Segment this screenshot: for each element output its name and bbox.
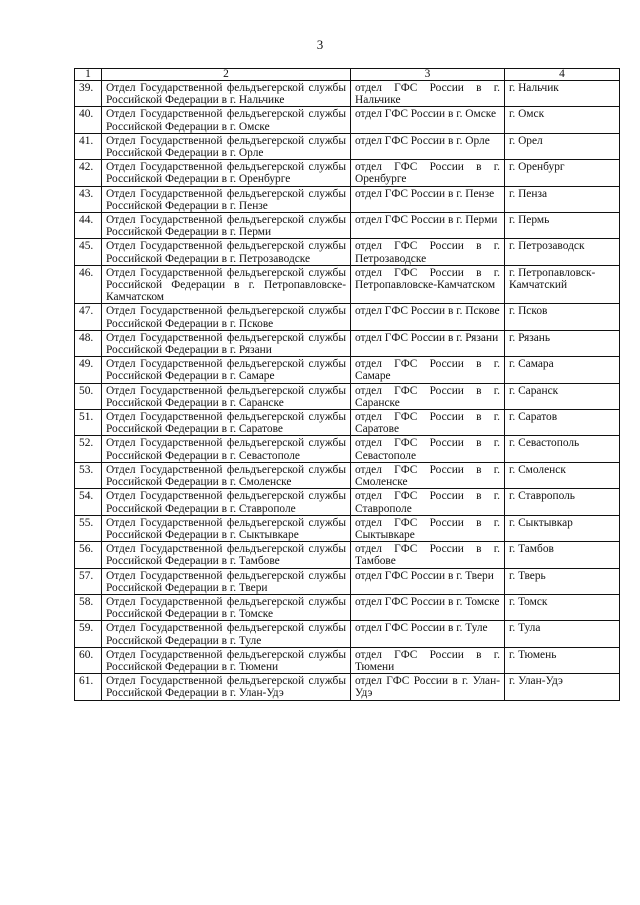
short-name: отдел ГФС России в г. Тюмени bbox=[351, 647, 505, 673]
row-number: 57. bbox=[75, 568, 102, 594]
row-number: 60. bbox=[75, 647, 102, 673]
department-name: Отдел Государственной фельдъегерской службы Российской Федерации в г. Смоленске bbox=[102, 462, 351, 488]
department-name: Отдел Государственной фельдъегерской службы Российской Федерации в г. Туле bbox=[102, 621, 351, 647]
table-row bbox=[75, 647, 620, 673]
departments-table bbox=[74, 68, 620, 701]
department-name: Отдел Государственной фельдъегерской службы Российской Федерации в г. Самаре bbox=[102, 357, 351, 383]
department-name: Отдел Государственной фельдъегерской службы Российской Федерации в г. Омске bbox=[102, 107, 351, 133]
table-row bbox=[75, 81, 620, 107]
city-name: г. Самара bbox=[505, 357, 620, 383]
row-number: 56. bbox=[75, 542, 102, 568]
table-row bbox=[75, 160, 620, 186]
department-name: Отдел Государственной фельдъегерской службы Российской Федерации в г. Нальчике bbox=[102, 81, 351, 107]
row-number: 41. bbox=[75, 133, 102, 159]
column-header-1: 1 bbox=[75, 69, 102, 81]
table-row bbox=[75, 410, 620, 436]
city-name: г. Псков bbox=[505, 304, 620, 330]
short-name: отдел ГФС России в г. Пскове bbox=[351, 304, 505, 330]
city-name: г. Тюмень bbox=[505, 647, 620, 673]
row-number: 39. bbox=[75, 81, 102, 107]
city-name: г. Томск bbox=[505, 594, 620, 620]
table-row bbox=[75, 186, 620, 212]
short-name: отдел ГФС России в г. Самаре bbox=[351, 357, 505, 383]
department-name: Отдел Государственной фельдъегерской службы Российской Федерации в г. Петропавловске- Камчатском bbox=[102, 265, 351, 304]
short-name: отдел ГФС России в г. Севастополе bbox=[351, 436, 505, 462]
short-name: отдел ГФС России в г. Орле bbox=[351, 133, 505, 159]
city-name: г. Пермь bbox=[505, 213, 620, 239]
table-row bbox=[75, 133, 620, 159]
row-number: 45. bbox=[75, 239, 102, 265]
column-header-2: 2 bbox=[102, 69, 351, 81]
department-name: Отдел Государственной фельдъегерской службы Российской Федерации в г. Сыктывкаре bbox=[102, 515, 351, 541]
department-name: Отдел Государственной фельдъегерской службы Российской Федерации в г. Ставрополе bbox=[102, 489, 351, 515]
department-name: Отдел Государственной фельдъегерской службы Российской Федерации в г. Перми bbox=[102, 213, 351, 239]
short-name: отдел ГФС России в г. Перми bbox=[351, 213, 505, 239]
city-name: г. Омск bbox=[505, 107, 620, 133]
row-number: 52. bbox=[75, 436, 102, 462]
row-number: 54. bbox=[75, 489, 102, 515]
short-name: отдел ГФС России в г. Оренбурге bbox=[351, 160, 505, 186]
row-number: 61. bbox=[75, 674, 102, 700]
row-number: 55. bbox=[75, 515, 102, 541]
department-name: Отдел Государственной фельдъегерской службы Российской Федерации в г. Саранске bbox=[102, 383, 351, 409]
department-name: Отдел Государственной фельдъегерской службы Российской Федерации в г. Улан-Удэ bbox=[102, 674, 351, 700]
city-name: г. Тула bbox=[505, 621, 620, 647]
department-name: Отдел Государственной фельдъегерской службы Российской Федерации в г. Саратове bbox=[102, 410, 351, 436]
page-number: 3 bbox=[316, 37, 324, 52]
city-name: г. Петрозаводск bbox=[505, 239, 620, 265]
table-row bbox=[75, 621, 620, 647]
column-header-3: 3 bbox=[351, 69, 505, 81]
city-name: г. Смоленск bbox=[505, 462, 620, 488]
city-name: г. Орел bbox=[505, 133, 620, 159]
table-row bbox=[75, 383, 620, 409]
short-name: отдел ГФС России в г. Туле bbox=[351, 621, 505, 647]
short-name: отдел ГФС России в г. Сыктывкаре bbox=[351, 515, 505, 541]
table-row bbox=[75, 304, 620, 330]
short-name: отдел ГФС России в г. Ставрополе bbox=[351, 489, 505, 515]
short-name: отдел ГФС России в г. Твери bbox=[351, 568, 505, 594]
header-row bbox=[75, 69, 620, 81]
short-name: отдел ГФС России в г. Томске bbox=[351, 594, 505, 620]
table-row bbox=[75, 515, 620, 541]
department-name: Отдел Государственной фельдъегерской службы Российской Федерации в г. Оренбурге bbox=[102, 160, 351, 186]
short-name: отдел ГФС России в г. Саранске bbox=[351, 383, 505, 409]
table-row bbox=[75, 462, 620, 488]
table-row bbox=[75, 489, 620, 515]
city-name: г. Севастополь bbox=[505, 436, 620, 462]
column-header-4: 4 bbox=[505, 69, 620, 81]
department-name: Отдел Государственной фельдъегерской службы Российской Федерации в г. Тюмени bbox=[102, 647, 351, 673]
short-name: отдел ГФС России в г. Омске bbox=[351, 107, 505, 133]
row-number: 47. bbox=[75, 304, 102, 330]
short-name: отдел ГФС России в г. Петрозаводске bbox=[351, 239, 505, 265]
short-name: отдел ГФС России в г. Нальчике bbox=[351, 81, 505, 107]
department-name: Отдел Государственной фельдъегерской службы Российской Федерации в г. Пензе bbox=[102, 186, 351, 212]
short-name: отдел ГФС России в г. Улан-Удэ bbox=[351, 674, 505, 700]
department-name: Отдел Государственной фельдъегерской службы Российской Федерации в г. Рязани bbox=[102, 330, 351, 356]
city-name: г. Сыктывкар bbox=[505, 515, 620, 541]
table-row bbox=[75, 568, 620, 594]
city-name: г. Петропавловск-Камчатский bbox=[505, 265, 620, 304]
department-name: Отдел Государственной фельдъегерской службы Российской Федерации в г. Петрозаводске bbox=[102, 239, 351, 265]
city-name: г. Нальчик bbox=[505, 81, 620, 107]
city-name: г. Тверь bbox=[505, 568, 620, 594]
row-number: 48. bbox=[75, 330, 102, 356]
city-name: г. Саратов bbox=[505, 410, 620, 436]
table-body bbox=[75, 81, 620, 701]
table-row bbox=[75, 239, 620, 265]
table-row bbox=[75, 265, 620, 304]
row-number: 59. bbox=[75, 621, 102, 647]
city-name: г. Улан-Удэ bbox=[505, 674, 620, 700]
department-name: Отдел Государственной фельдъегерской службы Российской Федерации в г. Томске bbox=[102, 594, 351, 620]
short-name: отдел ГФС России в г. Смоленске bbox=[351, 462, 505, 488]
table-row bbox=[75, 436, 620, 462]
short-name: отдел ГФС России в г. Рязани bbox=[351, 330, 505, 356]
table-row bbox=[75, 213, 620, 239]
row-number: 51. bbox=[75, 410, 102, 436]
row-number: 42. bbox=[75, 160, 102, 186]
table-row bbox=[75, 330, 620, 356]
row-number: 43. bbox=[75, 186, 102, 212]
row-number: 40. bbox=[75, 107, 102, 133]
city-name: г. Оренбург bbox=[505, 160, 620, 186]
row-number: 44. bbox=[75, 213, 102, 239]
city-name: г. Пенза bbox=[505, 186, 620, 212]
short-name: отдел ГФС России в г. Саратове bbox=[351, 410, 505, 436]
city-name: г. Тамбов bbox=[505, 542, 620, 568]
department-name: Отдел Государственной фельдъегерской службы Российской Федерации в г. Тамбове bbox=[102, 542, 351, 568]
row-number: 50. bbox=[75, 383, 102, 409]
table-row bbox=[75, 674, 620, 700]
short-name: отдел ГФС России в г. Пензе bbox=[351, 186, 505, 212]
table-row bbox=[75, 594, 620, 620]
table-row bbox=[75, 357, 620, 383]
table-header bbox=[75, 69, 620, 81]
department-name: Отдел Государственной фельдъегерской службы Российской Федерации в г. Твери bbox=[102, 568, 351, 594]
city-name: г. Ставрополь bbox=[505, 489, 620, 515]
row-number: 58. bbox=[75, 594, 102, 620]
department-name: Отдел Государственной фельдъегерской службы Российской Федерации в г. Севастополе bbox=[102, 436, 351, 462]
department-name: Отдел Государственной фельдъегерской службы Российской Федерации в г. Пскове bbox=[102, 304, 351, 330]
short-name: отдел ГФС России в г. Тамбове bbox=[351, 542, 505, 568]
table-row bbox=[75, 107, 620, 133]
row-number: 49. bbox=[75, 357, 102, 383]
row-number: 46. bbox=[75, 265, 102, 304]
short-name: отдел ГФС России в г. Петропавловске-Камчатском bbox=[351, 265, 505, 304]
city-name: г. Саранск bbox=[505, 383, 620, 409]
department-name: Отдел Государственной фельдъегерской службы Российской Федерации в г. Орле bbox=[102, 133, 351, 159]
row-number: 53. bbox=[75, 462, 102, 488]
city-name: г. Рязань bbox=[505, 330, 620, 356]
table-row bbox=[75, 542, 620, 568]
